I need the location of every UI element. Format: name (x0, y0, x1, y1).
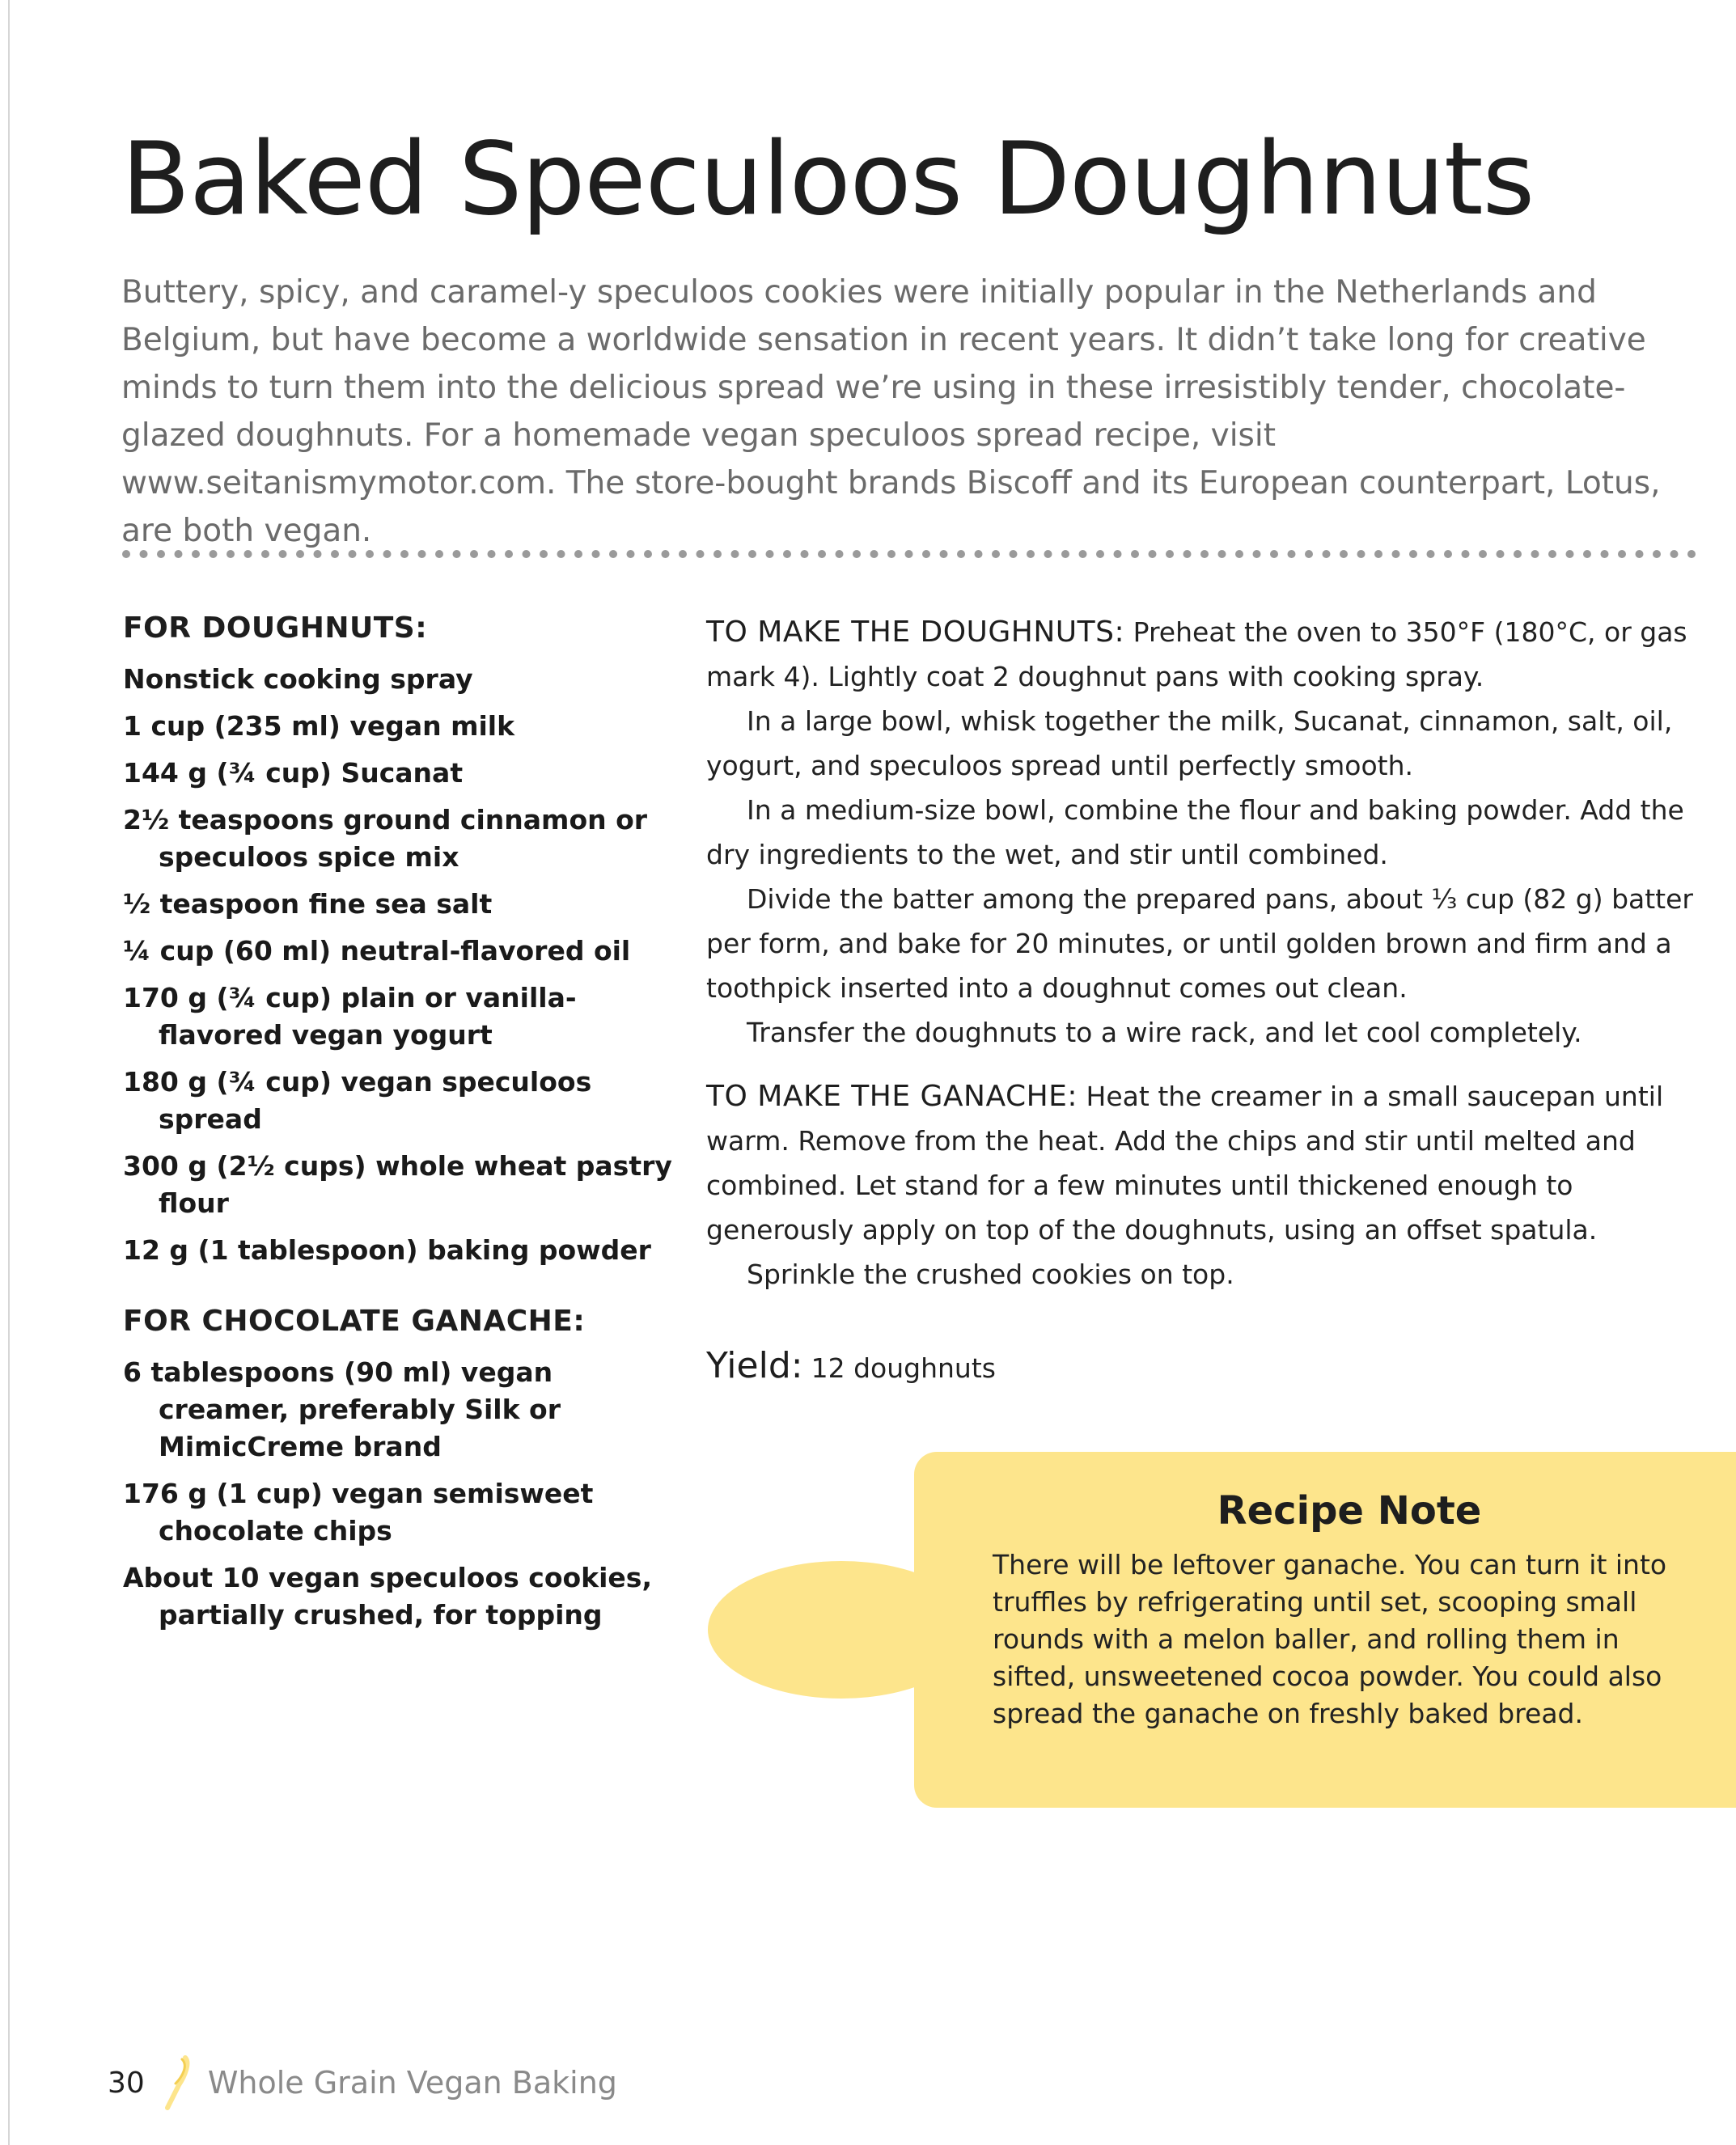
divider-dot (1027, 550, 1035, 558)
doughnuts-ingredient-list (123, 661, 673, 1269)
divider-dot (905, 550, 913, 558)
ingredient-item: 12 g (1 tablespoon) baking powder (123, 1234, 651, 1266)
divider-dot (349, 550, 357, 558)
divider-dot (1374, 550, 1382, 558)
divider-dot (1270, 550, 1278, 558)
divider-dot (1601, 550, 1609, 558)
divider-dot (748, 550, 756, 558)
divider-dot (470, 550, 478, 558)
divider-dot (853, 550, 861, 558)
divider-dot (922, 550, 930, 558)
divider-dot (175, 550, 183, 558)
divider-dot (140, 550, 148, 558)
divider-dot (1514, 550, 1522, 558)
ganache-method-heading: TO MAKE THE GANACHE: (706, 1080, 1078, 1113)
divider-dot (453, 550, 461, 558)
divider-dot (1670, 550, 1679, 558)
divider-dot (836, 550, 844, 558)
divider-dot (887, 550, 896, 558)
ingredient-item: 6 tablespoons (90 ml) vegan creamer, preferably Silk or MimicCreme brand (123, 1356, 561, 1462)
divider-dot (1323, 550, 1331, 558)
divider-dot (1427, 550, 1435, 558)
step-text: Preheat the oven to 350°F (180°C, or gas mark 4). Lightly coat 2 doughnut pans with cooking spray. (706, 616, 1687, 692)
recipe-note-title: Recipe Note (1217, 1488, 1482, 1534)
whisk-icon (161, 2054, 193, 2111)
divider-dot (400, 550, 409, 558)
divider-dot (644, 550, 652, 558)
divider-dot (1288, 550, 1296, 558)
divider-dot (1096, 550, 1104, 558)
doughnuts-step (706, 610, 1705, 699)
divider-dot (1044, 550, 1052, 558)
divider-dot (418, 550, 426, 558)
divider-dot (157, 550, 165, 558)
divider-dot (957, 550, 965, 558)
divider-dot (697, 550, 705, 558)
divider-dot (783, 550, 791, 558)
ganache-step: Sprinkle the crushed cookies on top. (747, 1259, 1234, 1290)
divider-dot (1166, 550, 1174, 558)
divider-dot (331, 550, 339, 558)
yield-line (706, 1345, 1705, 1386)
yield-value: 12 doughnuts (811, 1352, 996, 1384)
divider-dot (1497, 550, 1505, 558)
divider-dot (1566, 550, 1574, 558)
divider-dot (574, 550, 582, 558)
ingredient-item: 144 g (¾ cup) Sucanat (123, 757, 464, 789)
divider-dot (1687, 550, 1696, 558)
ingredient-item: 300 g (2½ cups) whole wheat pastry flour (123, 1150, 672, 1219)
ganache-step (706, 1074, 1705, 1252)
divider-dot (1444, 550, 1452, 558)
divider-dot (488, 550, 496, 558)
doughnuts-step: In a large bowl, whisk together the milk, Sucanat, cinnamon, salt, oil, yogurt, and speculoos spread until perfectly smooth. (706, 705, 1673, 781)
divider-dot (1218, 550, 1226, 558)
dotted-divider (121, 542, 1708, 566)
divider-dot (192, 550, 200, 558)
divider-dot (679, 550, 687, 558)
divider-dot (435, 550, 443, 558)
divider-dot (1392, 550, 1400, 558)
divider-dot (627, 550, 635, 558)
ingredient-item: ½ teaspoon fine sea salt (123, 888, 493, 920)
divider-dot (662, 550, 670, 558)
divider-dot (1253, 550, 1261, 558)
ingredient-item: About 10 vegan speculoos cookies, partially crushed, for topping (123, 1562, 652, 1631)
divider-dot (227, 550, 235, 558)
divider-dot (766, 550, 774, 558)
divider-dot (540, 550, 548, 558)
divider-dot (731, 550, 739, 558)
divider-dot (1149, 550, 1157, 558)
ingredient-item: 176 g (1 cup) vegan semisweet chocolate chips (123, 1478, 594, 1546)
divider-dot (592, 550, 600, 558)
divider-dot (818, 550, 826, 558)
divider-dot (1618, 550, 1626, 558)
divider-dot (1340, 550, 1348, 558)
divider-dot (801, 550, 809, 558)
divider-dot (1131, 550, 1139, 558)
ingredient-item: 2½ teaspoons ground cinnamon or speculoos spice mix (123, 804, 648, 873)
ingredient-item: 1 cup (235 ml) vegan milk (123, 710, 515, 742)
divider-dot (975, 550, 983, 558)
divider-dot (122, 550, 130, 558)
recipe-intro: Buttery, spicy, and caramel-y speculoos cookies were initially popular in the Netherlands and Belgium, but have become a worldwide sensation in recent years. It didn’t take long for creative minds to turn them into the delicious spread we’re using in these irresistibly tender, chocolate-glazed doughnuts. For a homemade vegan speculoos spread recipe, visit www.seitanismymotor.com. The store-bought brands Biscoff and its European counterpart, Lotus, are both vegan. (121, 274, 1661, 549)
divider-dot (1548, 550, 1556, 558)
divider-dot (1531, 550, 1539, 558)
ganache-ingredient-list (123, 1354, 673, 1634)
ganache-ingredients-heading: FOR CHOCOLATE GANACHE: (123, 1305, 586, 1338)
page-footer (108, 2058, 617, 2107)
divider-dot (523, 550, 531, 558)
divider-dot (1010, 550, 1018, 558)
divider-dot (279, 550, 287, 558)
step-text: Heat the creamer in a small saucepan until warm. Remove from the heat. Add the chips and stir until melted and combined. Let stand for a few minutes until thickened enough to generously apply on top of the doughnuts, using an offset spatula. (706, 1081, 1664, 1246)
page-number: 30 (108, 2066, 145, 2100)
method-column (706, 610, 1705, 1386)
divider-dot (383, 550, 392, 558)
divider-dot (1305, 550, 1313, 558)
doughnuts-ingredients-heading: FOR DOUGHNUTS: (123, 611, 428, 645)
divider-dot (1357, 550, 1366, 558)
divider-dot (244, 550, 252, 558)
divider-dot (992, 550, 1000, 558)
divider-dot (366, 550, 374, 558)
divider-dot (1183, 550, 1192, 558)
divider-dot (1114, 550, 1122, 558)
divider-dot (1061, 550, 1069, 558)
doughnuts-step: Divide the batter among the prepared pans, about ⅓ cup (82 g) batter per form, and bake for 20 minutes, or until golden brown and firm and a toothpick inserted into a doughnut comes out clean. (706, 883, 1693, 1004)
divider-dot (557, 550, 565, 558)
divider-dot (314, 550, 322, 558)
ganache-method (706, 1074, 1705, 1297)
divider-dot (505, 550, 513, 558)
divider-dot (1200, 550, 1209, 558)
divider-dot (1583, 550, 1591, 558)
divider-dot (296, 550, 304, 558)
doughnuts-step: In a medium-size bowl, combine the flour and baking powder. Add the dry ingredients to the wet, and stir until combined. (706, 794, 1684, 870)
doughnuts-method-heading: TO MAKE THE DOUGHNUTS: (706, 616, 1125, 649)
doughnuts-step: Transfer the doughnuts to a wire rack, and let cool completely. (747, 1017, 1582, 1048)
divider-dot (1636, 550, 1644, 558)
ingredient-item: ¼ cup (60 ml) neutral-flavored oil (123, 935, 631, 967)
ingredient-item: Nonstick cooking spray (123, 663, 473, 695)
page-binding-edge (8, 0, 10, 2145)
divider-dot (1462, 550, 1470, 558)
recipe-title: Baked Speculoos Doughnuts (121, 121, 1535, 238)
divider-dot (940, 550, 948, 558)
divider-dot (1409, 550, 1417, 558)
recipe-note-text: There will be leftover ganache. You can turn it into truffles by refrigerating until set, scooping small rounds with a melon baller, and rolling them in sifted, unsweetened cocoa powder. You could also spread the ganache on freshly baked bread. (993, 1549, 1667, 1729)
divider-dot (261, 550, 269, 558)
divider-dot (1479, 550, 1487, 558)
divider-dot (1653, 550, 1661, 558)
divider-dot (870, 550, 879, 558)
ingredients-column (123, 611, 673, 1644)
book-title: Whole Grain Vegan Baking (207, 2065, 617, 2101)
ingredient-item: 180 g (¾ cup) vegan speculoos spread (123, 1066, 592, 1135)
ingredient-item: 170 g (¾ cup) plain or vanilla-flavored vegan yogurt (123, 982, 577, 1051)
divider-dot (609, 550, 617, 558)
divider-dot (210, 550, 218, 558)
divider-dot (1079, 550, 1087, 558)
divider-dot (1235, 550, 1243, 558)
divider-dot (713, 550, 722, 558)
yield-label: Yield: (706, 1345, 803, 1386)
